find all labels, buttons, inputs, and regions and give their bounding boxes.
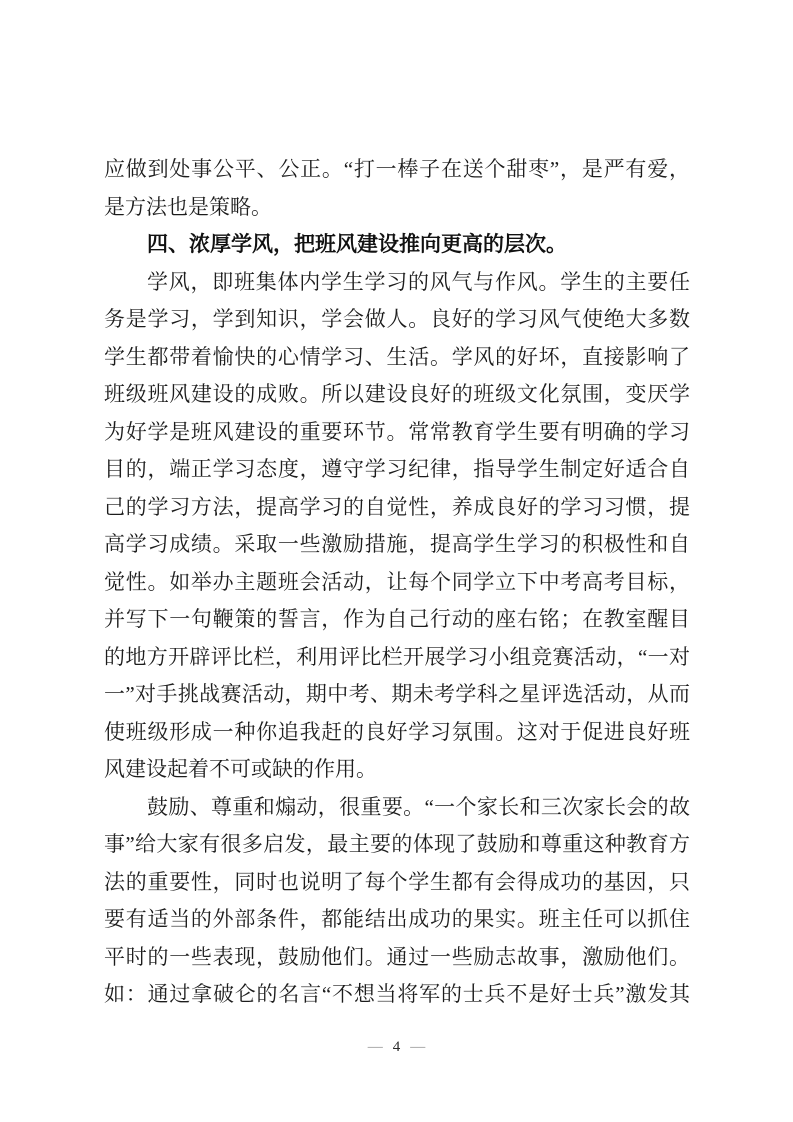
text-line: 应做到处事公平、公正。“打一棒子在送个甜枣”，是严有爱， <box>104 157 690 181</box>
text-line: 为好学是班风建设的重要环节。常常教育学生要有明确的学习 <box>104 419 690 444</box>
text-line: 法的重要性，同时也说明了每个学生都有会得成功的基因，只 <box>104 869 690 894</box>
text-line: 风建设起着不可或缺的作用。 <box>104 757 377 781</box>
text-line: 己的学习方法，提高学习的自觉性，养成良好的学习习惯，提 <box>104 494 690 519</box>
text-line: 事”给大家有很多启发，最主要的体现了鼓励和尊重这种教育方 <box>104 832 690 856</box>
text-line: 鼓励、尊重和煽动，很重要。“一个家长和三次家长会的故 <box>147 794 690 819</box>
text-line: 学风，即班集体内学生学习的风气与作风。学生的主要任 <box>147 269 690 294</box>
text-line: 并写下一句鞭策的誓言，作为自己行动的座右铭；在教室醒目 <box>104 607 690 631</box>
text-line: 高学习成绩。采取一些激励措施，提高学生学习的积极性和自 <box>104 532 690 556</box>
footer-dash-left: — <box>367 1039 383 1055</box>
text-line: 要有适当的外部条件，都能结出成功的果实。班主任可以抓住 <box>104 907 690 931</box>
page-footer <box>0 1037 793 1057</box>
text-line: 平时的一些表现，鼓励他们。通过一些励志故事，激励他们。 <box>104 944 690 969</box>
text-line: 一”对手挑战赛活动，期中考、期未考学科之星评选活动，从而 <box>104 682 690 706</box>
text-line: 目的，端正学习态度，遵守学习纪律，指导学生制定好适合自 <box>104 457 690 481</box>
text-line: 是方法也是策略。 <box>104 194 272 219</box>
footer-dash-right: — <box>410 1039 426 1055</box>
document-body <box>104 151 690 1014</box>
text-line: 务是学习，学到知识，学会做人。良好的学习风气使绝大多数 <box>104 307 690 331</box>
page-number: 4 <box>392 1039 401 1055</box>
text-line: 觉性。如举办主题班会活动，让每个同学立下中考高考目标， <box>104 569 690 594</box>
text-line: 使班级形成一种你追我赶的良好学习氛围。这对于促进良好班 <box>104 719 690 744</box>
text-line: 班级班风建设的成败。所以建设良好的班级文化氛围，变厌学 <box>104 382 690 406</box>
section-heading: 四、浓厚学风，把班风建设推向更高的层次。 <box>147 232 567 256</box>
text-line: 的地方开辟评比栏，利用评比栏开展学习小组竞赛活动，“一对 <box>104 644 690 669</box>
text-line: 学生都带着愉快的心情学习、生活。学风的好坏，直接影响了 <box>104 344 690 369</box>
text-line: 如：通过拿破仑的名言“不想当将军的士兵不是好士兵”激发其 <box>104 982 690 1006</box>
